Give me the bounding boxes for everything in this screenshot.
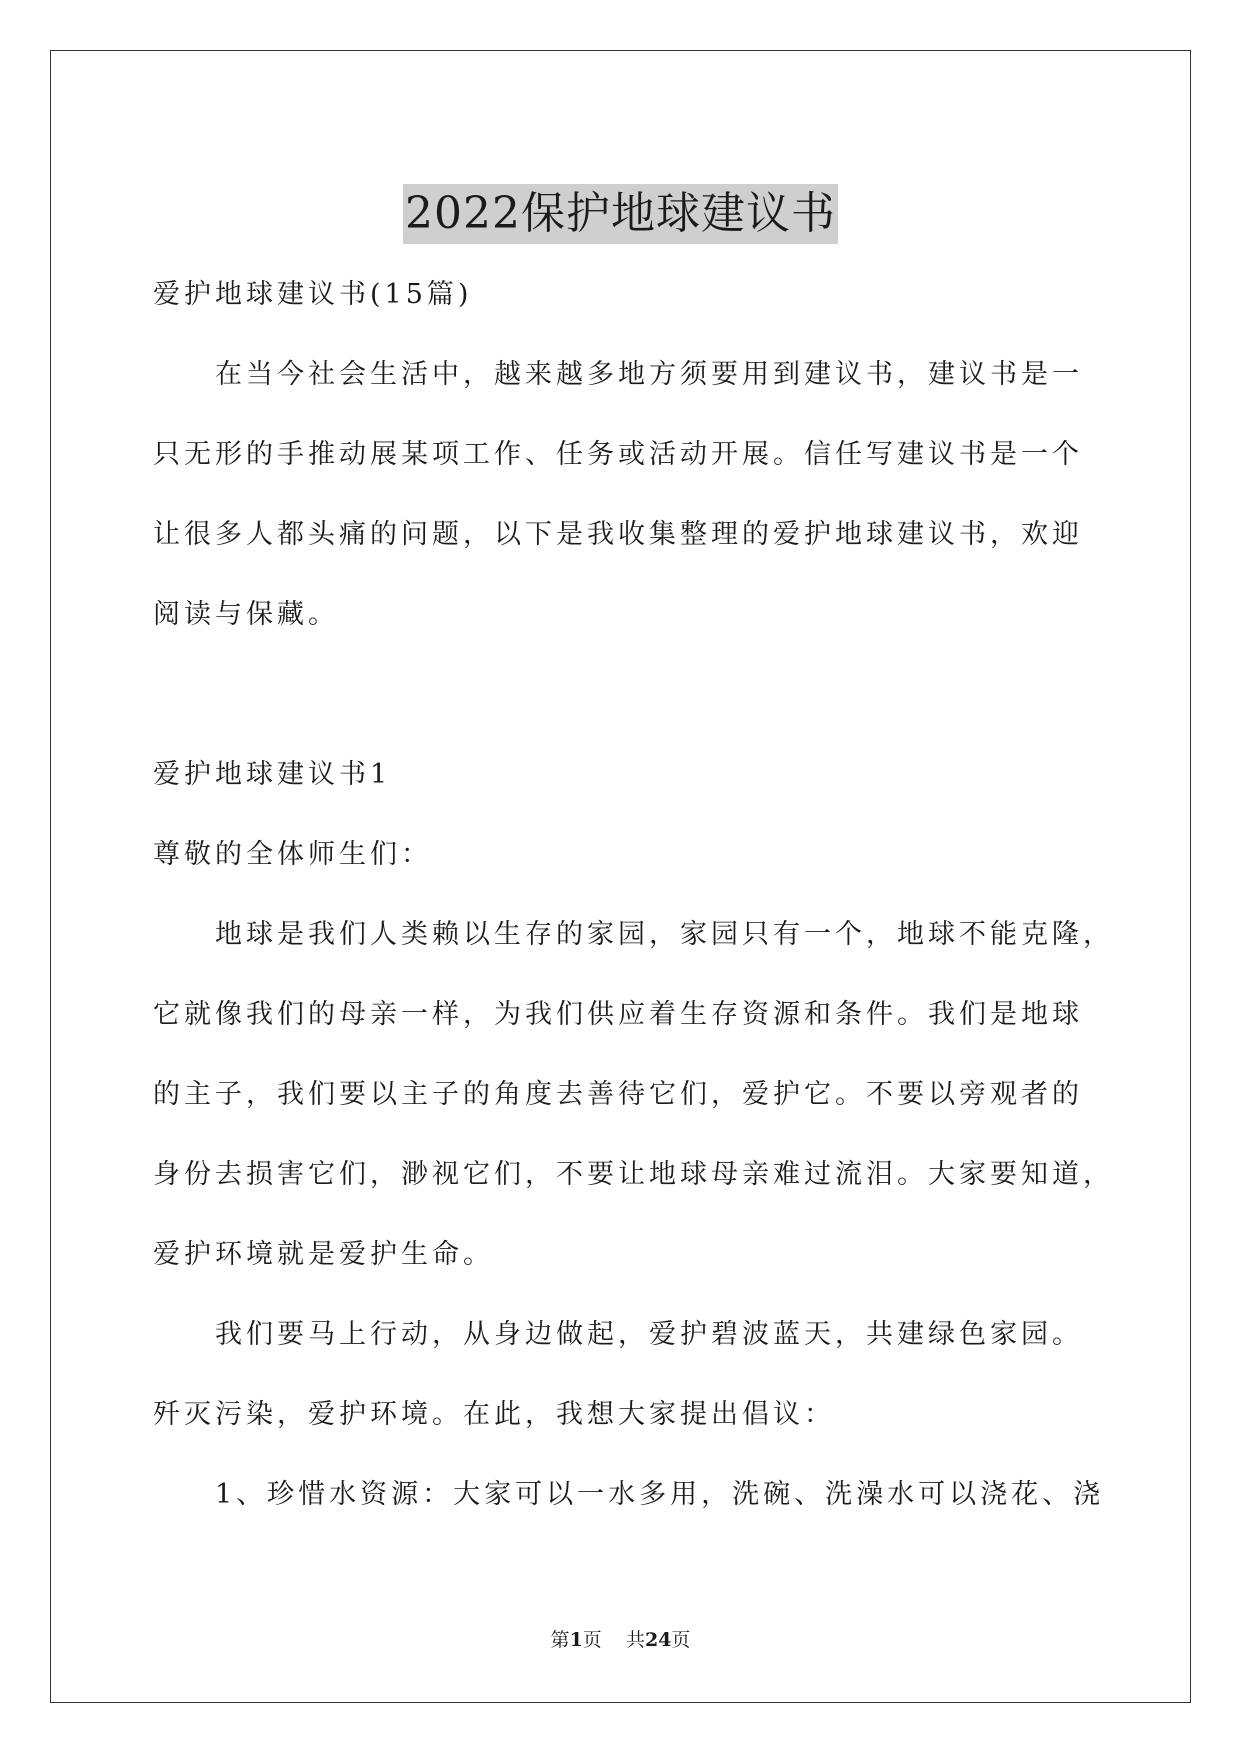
footer-prefix: 第 [550, 1629, 570, 1651]
total-pages-number: 24 [644, 1629, 672, 1651]
body-line: 身份去损害它们，渺视它们，不要让地球母亲难过流泪。大家要知道， [153, 1159, 1114, 1190]
intro-line: 阅读与保藏。 [153, 599, 339, 630]
body-line: 我们要马上行动，从身边做起，爱护碧波蓝天，共建绿色家园。 [215, 1319, 1083, 1350]
current-page-number: 1 [569, 1629, 583, 1651]
salutation: 尊敬的全体师生们： [153, 839, 432, 870]
body-line: 地球是我们人类赖以生存的家园，家园只有一个，地球不能克隆， [215, 919, 1114, 950]
document-title: 2022保护地球建议书 [403, 184, 838, 244]
body-line: 的主子，我们要以主子的角度去善待它们，爱护它。不要以旁观者的 [153, 1079, 1083, 1110]
intro-line: 让很多人都头痛的问题，以下是我收集整理的爱护地球建议书，欢迎 [153, 519, 1083, 550]
intro-line: 在当今社会生活中，越来越多地方须要用到建议书，建议书是一 [215, 359, 1083, 390]
paragraph-gap [153, 655, 1099, 735]
document-body [153, 255, 1114, 1535]
footer-middle: 页 共 [582, 1629, 645, 1651]
page-footer [0, 1628, 1241, 1652]
body-line: 歼灭污染，爱护环境。在此，我想大家提出倡议： [153, 1399, 835, 1430]
intro-line: 只无形的手推动展某项工作、任务或活动开展。信任写建议书是一个 [153, 439, 1083, 470]
list-item-line: 1、珍惜水资源：大家可以一水多用，洗碗、洗澡水可以浇花、浇 [215, 1479, 1105, 1510]
footer-suffix: 页 [671, 1629, 691, 1651]
section-heading: 爱护地球建议书1 [153, 759, 392, 790]
body-line: 爱护环境就是爱护生命。 [153, 1239, 494, 1270]
body-line: 它就像我们的母亲一样，为我们供应着生存资源和条件。我们是地球 [153, 999, 1083, 1030]
collection-heading: 爱护地球建议书(15篇) [153, 279, 473, 310]
